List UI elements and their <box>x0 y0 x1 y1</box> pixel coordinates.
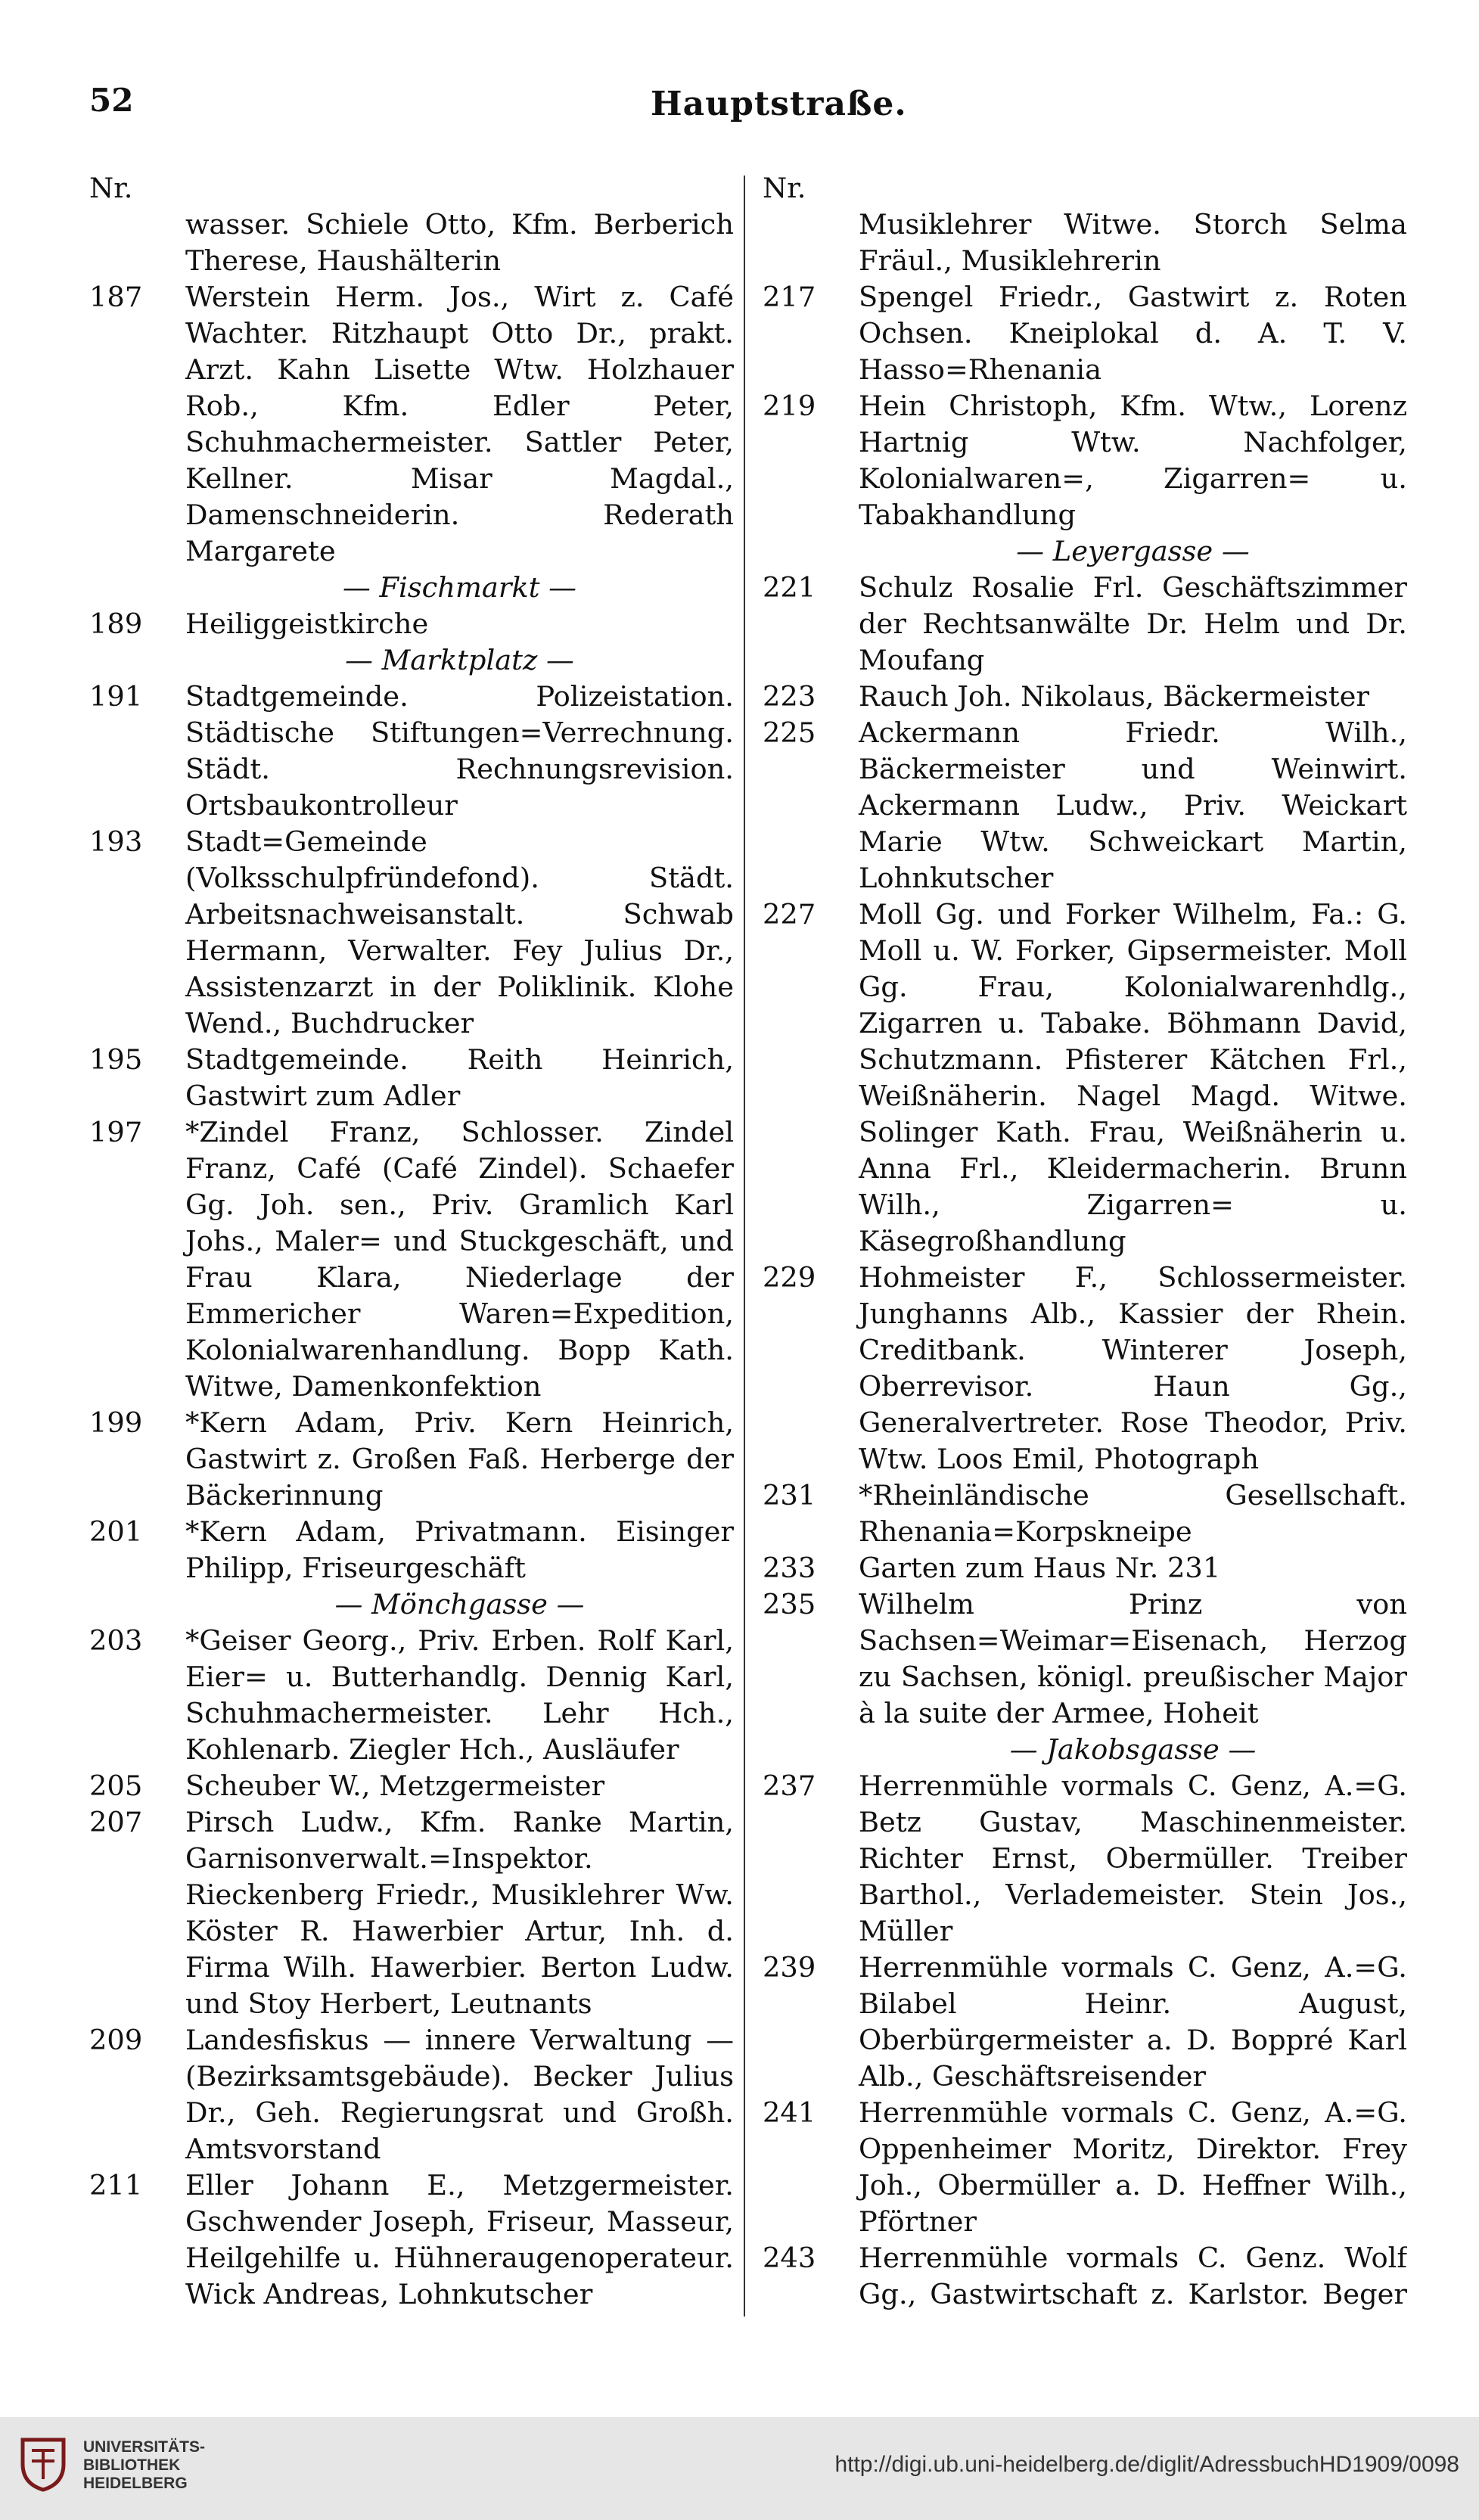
university-seal-icon <box>17 2434 70 2493</box>
house-number: 209 <box>89 2024 143 2056</box>
house-number: 211 <box>89 2169 143 2202</box>
address-entry <box>749 570 1407 679</box>
entry-text: Spengel Friedr., Gastwirt z. Roten Ochsen. Kneiplokal d. A. T. V. Hasso=Rhenania <box>859 281 1407 386</box>
house-number: 229 <box>763 1261 816 1294</box>
address-entry <box>749 1260 1407 1478</box>
entry-text: Werstein Herm. Jos., Wirt z. Café Wachter. Ritzhaupt Otto Dr., prakt. Arzt. Kahn Lisette Wtw. Holzhauer Rob., Kfm. Edler Peter, Schuhmachermeister. Sattler Peter, Kellner. Misar Magdal., Damenschneiderin. Rederath Margarete <box>185 281 734 567</box>
entry-text: Herrenmühle vormals C. Genz, A.=G. Betz Gustav, Maschinenmeister. Richter Ernst, Obermüller. Treiber Barthol., Verlademeister. Stein Jos., Müller <box>859 1770 1407 1947</box>
address-entry <box>749 1950 1407 2095</box>
street-heading: — Leyergasse — <box>1016 535 1250 567</box>
entry-text: Eller Johann E., Metzgermeister. Gschwender Joseph, Friseur, Masseur, Heilgehilfe u. Hühneraugenoperateur. Wick Andreas, Lohnkutscher <box>185 2169 734 2310</box>
address-entry <box>76 2167 734 2311</box>
address-entry <box>76 2022 734 2167</box>
house-number: 223 <box>763 680 816 713</box>
house-number: 243 <box>763 2242 816 2274</box>
address-entry <box>749 896 1407 1260</box>
entry-text: Scheuber W., Metzgermeister <box>185 1770 605 1802</box>
address-entry <box>76 679 734 824</box>
house-number: 205 <box>89 1770 143 1802</box>
entry-text: Moll Gg. und Forker Wilhelm, Fa.: G. Moll u. W. Forker, Gipsermeister. Moll Gg. Frau, Kolonialwarenhdlg., Zigarren u. Tabake. Böhmann David, Schutzmann. Pfisterer Kätchen Frl., Weißnäherin. Nagel Magd. Witwe. Solinger Kath. Frau, Weißnäherin u. Anna Frl., Kleidermacherin. Brunn Wilh., Zigarren= u. Käsegroßhandlung <box>859 898 1407 1257</box>
page-number: 52 <box>89 82 134 119</box>
house-number: 195 <box>89 1043 143 1076</box>
address-entry <box>76 1405 734 1514</box>
entry-text: Landesfiskus — innere Verwaltung — (Bezirksamtsgebäude). Becker Julius Dr., Geh. Regierungsrat und Großh. Amtsvorstand <box>185 2024 734 2165</box>
address-entry <box>76 279 734 570</box>
left-entries <box>76 207 734 2311</box>
left-nr-header: Nr. <box>89 172 133 204</box>
institution-name <box>83 2438 205 2493</box>
address-entry <box>76 824 734 1042</box>
house-number: 197 <box>89 1116 143 1148</box>
entry-text: Wilhelm Prinz von Sachsen=Weimar=Eisenach, Herzog zu Sachsen, königl. preußischer Major à la suite der Armee, Hoheit <box>859 1588 1407 1729</box>
house-number: 233 <box>763 1552 816 1584</box>
house-number: 241 <box>763 2096 816 2129</box>
address-entry <box>749 279 1407 388</box>
entry-text: Stadt=Gemeinde (Volksschulpfründefond). Städt. Arbeitsnachweisanstalt. Schwab Hermann, Verwalter. Fey Julius Dr., Assistenzarzt in der Poliklinik. Klohe Wend., Buchdrucker <box>185 825 734 1039</box>
entry-text: Musiklehrer Witwe. Storch Selma Fräul., Musiklehrerin <box>859 208 1407 277</box>
address-entry <box>76 1768 734 1804</box>
house-number: 235 <box>763 1588 816 1620</box>
source-url-link[interactable]: http://digi.ub.uni-heidelberg.de/diglit/AdressbuchHD1909/0098 <box>834 2452 1459 2477</box>
street-heading: — Marktplatz — <box>345 644 574 676</box>
address-entry <box>749 2095 1407 2240</box>
address-entry <box>749 1768 1407 1950</box>
left-column <box>76 170 734 2311</box>
house-number: 219 <box>763 390 816 422</box>
entry-text: *Zindel Franz, Schlosser. Zindel Franz, Café (Café Zindel). Schaefer Gg. Joh. sen., Priv. Gramlich Karl Johs., Maler= und Stuckgeschäft, und Frau Klara, Niederlage der Emmericher Waren=Expedition, Kolonialwarenhandlung. Bopp Kath. Witwe, Damenkonfektion <box>185 1116 734 1403</box>
entry-text: Ackermann Friedr. Wilh., Bäckermeister und Weinwirt. Ackermann Ludw., Priv. Weickart Marie Wtw. Schweickart Martin, Lohnkutscher <box>859 716 1407 894</box>
house-number: 227 <box>763 898 816 931</box>
house-number: 231 <box>763 1479 816 1512</box>
house-number: 189 <box>89 607 143 640</box>
entry-text: *Kern Adam, Priv. Kern Heinrich, Gastwirt z. Großen Faß. Herberge der Bäckerinnung <box>185 1406 734 1512</box>
street-heading: — Fischmarkt — <box>343 571 576 604</box>
institution-line: UNIVERSITÄTS- <box>83 2438 206 2456</box>
address-entry <box>76 1623 734 1768</box>
house-number: 225 <box>763 716 816 749</box>
entry-text: *Rheinländische Gesellschaft. Rhenania=Korpskneipe <box>859 1479 1407 1548</box>
address-entry <box>76 1514 734 1586</box>
address-entry <box>749 715 1407 896</box>
house-number: 199 <box>89 1406 143 1439</box>
entry-text: Herrenmühle vormals C. Genz, A.=G. Bilabel Heinr. August, Oberbürgermeister a. D. Boppré Karl Alb., Geschäftsreisender <box>859 1951 1407 2093</box>
entry-text: Hein Christoph, Kfm. Wtw., Lorenz Hartnig Wtw. Nachfolger, Kolonialwaren=, Zigarren= u. Tabakhandlung <box>859 390 1407 531</box>
entry-text: Hohmeister F., Schlossermeister. Junghanns Alb., Kassier der Rhein. Creditbank. Winterer Joseph, Oberrevisor. Haun Gg., Generalvertreter. Rose Theodor, Priv. Wtw. Loos Emil, Photograph <box>859 1261 1407 1475</box>
entry-text: Garten zum Haus Nr. 231 <box>859 1552 1221 1584</box>
entry-continuation <box>749 207 1407 279</box>
entry-text: *Kern Adam, Privatmann. Eisinger Philipp, Friseurgeschäft <box>185 1515 734 1584</box>
house-number: 239 <box>763 1951 816 1984</box>
address-entry <box>76 606 734 642</box>
entry-text: Heiliggeistkirche <box>185 607 429 640</box>
entry-text: Schulz Rosalie Frl. Geschäftszimmer der Rechtsanwälte Dr. Helm und Dr. Moufang <box>859 571 1407 676</box>
entry-text: Rauch Joh. Nikolaus, Bäckermeister <box>859 680 1370 713</box>
house-number: 191 <box>89 680 143 713</box>
street-heading: — Mönchgasse — <box>334 1588 585 1620</box>
entry-text: Pirsch Ludw., Kfm. Ranke Martin, Garnisonverwalt.=Inspektor. Rieckenberg Friedr., Musiklehrer Ww. Köster R. Hawerbier Artur, Inh. d. Firma Wilh. Hawerbier. Berton Ludw. und Stoy Herbert, Leutnants <box>185 1806 734 2020</box>
address-entry <box>749 1586 1407 1732</box>
entry-text: Stadtgemeinde. Reith Heinrich, Gastwirt zum Adler <box>185 1043 734 1112</box>
address-entry <box>749 679 1407 715</box>
address-entry <box>749 1478 1407 1550</box>
address-entry <box>76 1042 734 1114</box>
entry-continuation <box>76 207 734 279</box>
house-number: 207 <box>89 1806 143 1838</box>
house-number: 237 <box>763 1770 816 1802</box>
right-column <box>749 170 1407 2311</box>
address-entry <box>76 1114 734 1405</box>
entry-text: wasser. Schiele Otto, Kfm. Berberich Therese, Haushälterin <box>185 208 734 277</box>
footer-bar <box>0 2417 1479 2520</box>
address-entry <box>749 2240 1407 2311</box>
right-entries <box>749 207 1407 2311</box>
house-number: 217 <box>763 281 816 313</box>
house-number: 193 <box>89 825 143 858</box>
house-number: 187 <box>89 281 143 313</box>
street-heading: — Jakobsgasse — <box>1009 1733 1257 1766</box>
entry-text: Herrenmühle vormals C. Genz, A.=G. Oppenheimer Moritz, Direktor. Frey Joh., Obermüller a. D. Heffner Wilh., Pförtner <box>859 2096 1407 2238</box>
house-number: 203 <box>89 1624 143 1657</box>
right-nr-header: Nr. <box>763 172 806 204</box>
entry-text: Herrenmühle vormals C. Genz. Wolf Gg., Gastwirtschaft z. Karlstor. Beger <box>859 2242 1407 2310</box>
house-number: 201 <box>89 1515 143 1548</box>
institution-line: BIBLIOTHEK <box>83 2456 181 2474</box>
institution-line: HEIDELBERG <box>83 2475 188 2492</box>
column-divider <box>744 176 745 2316</box>
address-entry <box>749 1550 1407 1586</box>
house-number: 221 <box>763 571 816 604</box>
entry-text: Stadtgemeinde. Polizeistation. Städtische Stiftungen=Verrechnung. Städt. Rechnungsrevision. Ortsbaukontrolleur <box>185 680 734 822</box>
address-entry <box>749 388 1407 533</box>
address-entry <box>76 1804 734 2022</box>
running-title: Hauptstraße. <box>651 85 907 123</box>
entry-text: *Geiser Georg., Priv. Erben. Rolf Karl, Eier= u. Butterhandlg. Dennig Karl, Schuhmachermeister. Lehr Hch., Kohlenarb. Ziegler Hch., Ausläufer <box>185 1624 734 1766</box>
